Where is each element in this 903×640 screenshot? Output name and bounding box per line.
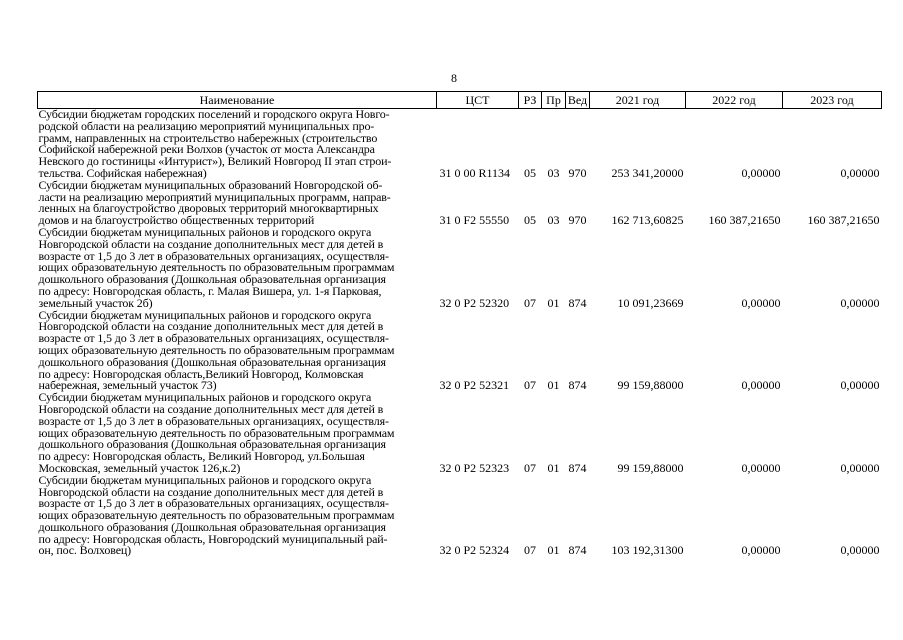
header-pr: Пр — [542, 92, 566, 109]
row-name-line: Субсидии бюджетам муниципальных районов и городского округа — [38, 309, 372, 322]
row-amount-2023: 0,00000 — [840, 378, 880, 393]
row-rz: 07 — [524, 543, 536, 558]
row-amount-2021: 99 159,88000 — [617, 460, 684, 475]
row-amount-2021: 253 341,20000 — [611, 165, 684, 180]
row-ved: 874 — [568, 295, 587, 310]
row-pr: 03 — [547, 213, 560, 227]
header-name: Наименование — [38, 92, 437, 109]
row-pr: 03 — [547, 165, 560, 180]
row-name-line: тельства. Софийская набережная) — [38, 165, 207, 180]
row-ved: 874 — [568, 378, 587, 393]
row-rz: 07 — [524, 295, 536, 310]
row-name — [38, 227, 437, 310]
header-2022: 2022 год — [686, 92, 783, 109]
row-amount-2022: 160 387,21650 — [708, 213, 781, 227]
row-amount-2022: 0,00000 — [741, 165, 781, 180]
row-name-line: Субсидии бюджетам муниципальных образований Новгородской об- — [38, 179, 383, 192]
row-name — [38, 392, 437, 475]
row-cst: 32 0 P2 52320 — [439, 295, 510, 310]
table-row — [38, 392, 882, 475]
header-rz: РЗ — [519, 92, 542, 109]
row-name-line: дошкольного образования (Дошкольная образовательная организация — [38, 272, 386, 287]
row-pr: 01 — [547, 460, 560, 475]
row-name-line: Новгородской области на создание дополнительных мест для детей в — [38, 236, 384, 251]
row-amount-2021: 103 192,31300 — [611, 543, 684, 558]
row-pr: 01 — [547, 543, 560, 558]
row-rz: 07 — [524, 460, 536, 475]
row-ved: 874 — [568, 460, 587, 475]
row-amount-2021: 10 091,23669 — [617, 295, 684, 310]
row-name-line: дошкольного образования (Дошкольная образовательная организация — [38, 519, 386, 534]
row-cst: 32 0 P2 52323 — [439, 460, 510, 475]
table-row — [38, 310, 882, 393]
table-row — [38, 227, 882, 310]
header-2021: 2021 год — [590, 92, 686, 109]
row-amount-2022: 0,00000 — [741, 543, 781, 558]
row-name-line: Субсидии бюджетам муниципальных районов и городского округа — [38, 392, 372, 405]
table-row — [38, 475, 882, 558]
row-name-line: домов и на благоустройство общественных территорий — [38, 213, 315, 227]
table-header-row — [38, 92, 882, 109]
row-name — [38, 109, 437, 180]
row-name-line: набережная, земельный участок 73) — [38, 378, 217, 393]
row-cst: 31 0 00 R1134 — [439, 165, 511, 180]
row-amount-2021: 99 159,88000 — [617, 378, 684, 393]
row-name-line: Новгородской области на создание дополнительных мест для детей в — [38, 319, 384, 334]
row-name-line: Софийской набережной реки Волхов (участок от моста Александра — [38, 142, 375, 157]
header-cst: ЦСТ — [437, 92, 519, 109]
row-name-line: возрасте от 1,5 до 3 лет в образовательных организациях, осуществля- — [38, 331, 389, 346]
row-name-line: возрасте от 1,5 до 3 лет в образовательных организациях, осуществля- — [38, 496, 389, 511]
row-cst: 31 0 F2 55550 — [439, 213, 510, 227]
table-row — [38, 109, 882, 180]
row-name-line: дошкольного образования (Дошкольная образовательная организация — [38, 437, 386, 452]
header-ved: Вед — [566, 92, 590, 109]
row-amount-2023: 0,00000 — [840, 295, 880, 310]
row-amount-2022: 0,00000 — [741, 378, 781, 393]
row-name-line: по адресу: Новгородская область, г. Малая Вишера, ул. 1-я Парковая, — [38, 283, 382, 298]
row-name-line: дошкольного образования (Дошкольная образовательная организация — [38, 354, 386, 369]
row-cst: 32 0 P2 52321 — [439, 378, 510, 393]
row-name-line: по адресу: Новгородская область, Новгородский муниципальный рай- — [38, 531, 388, 546]
row-rz: 07 — [524, 378, 536, 393]
row-pr: 01 — [547, 378, 560, 393]
table-body — [38, 109, 882, 558]
header-2023: 2023 год — [783, 92, 882, 109]
row-name-line: ющих образовательную деятельность по образовательным программам — [38, 260, 395, 275]
row-amount-2023: 0,00000 — [840, 165, 880, 180]
row-amount-2022: 0,00000 — [741, 460, 781, 475]
row-name-line: земельный участок 2б) — [38, 295, 153, 310]
row-name-line: Субсидии бюджетам муниципальных районов и городского округа — [38, 474, 372, 487]
row-name-line: ющих образовательную деятельность по образовательным программам — [38, 425, 395, 440]
row-name-line: грамм, направленных на строительство набережных (строительство — [38, 130, 378, 145]
row-name-line: Субсидии бюджетам муниципальных районов и городского округа — [38, 226, 372, 239]
row-name-line: Субсидии бюджетам городских поселений и городского округа Новго- — [38, 108, 390, 121]
row-amount-2021: 162 713,60825 — [611, 213, 684, 227]
row-name-line: по адресу: Новгородская область, Великий Новгород, ул.Большая — [38, 449, 365, 464]
row-ved: 970 — [568, 213, 587, 227]
row-ved: 970 — [568, 165, 587, 180]
row-amount-2022: 0,00000 — [741, 295, 781, 310]
row-name-line: возрасте от 1,5 до 3 лет в образовательных организациях, осуществля- — [38, 413, 389, 428]
row-name-line: Невского до гостиницы «Интурист»), Великий Новгород II этап строи- — [38, 154, 392, 169]
row-name — [38, 180, 437, 227]
page-number: 8 — [451, 71, 457, 85]
row-name-line: ющих образовательную деятельность по образовательным программам — [38, 508, 395, 523]
table-row — [38, 180, 882, 227]
budget-table — [37, 91, 882, 557]
row-name-line: Московская, земельный участок 126,к.2) — [38, 460, 241, 475]
row-name-line: Новгородской области на создание дополнительных мест для детей в — [38, 484, 384, 499]
row-name-line: Новгородской области на создание дополнительных мест для детей в — [38, 401, 384, 416]
row-amount-2023: 0,00000 — [840, 460, 880, 475]
row-rz: 05 — [524, 165, 536, 180]
row-name-line: ленных на благоустройство дворовых территорий многоквартирных — [38, 201, 379, 216]
row-name-line: он, пос. Волховец) — [38, 543, 131, 558]
row-ved: 874 — [568, 543, 587, 558]
row-name-line: возрасте от 1,5 до 3 лет в образовательных организациях, осуществля- — [38, 248, 389, 263]
row-name — [38, 475, 437, 558]
row-name-line: по адресу: Новгородская область,Великий Новгород, Колмовская — [38, 366, 364, 381]
row-amount-2023: 160 387,21650 — [807, 213, 880, 227]
row-name-line: ласти на реализацию мероприятий муниципальных программ, направ- — [38, 189, 391, 204]
row-pr: 01 — [547, 295, 560, 310]
row-cst: 32 0 P2 52324 — [439, 543, 510, 558]
row-amount-2023: 0,00000 — [840, 543, 880, 558]
row-rz: 05 — [524, 213, 536, 227]
row-name-line: ющих образовательную деятельность по образовательным программам — [38, 342, 395, 357]
row-name-line: родской области на реализацию мероприятий муниципальных про- — [38, 118, 375, 133]
row-name — [38, 310, 437, 393]
